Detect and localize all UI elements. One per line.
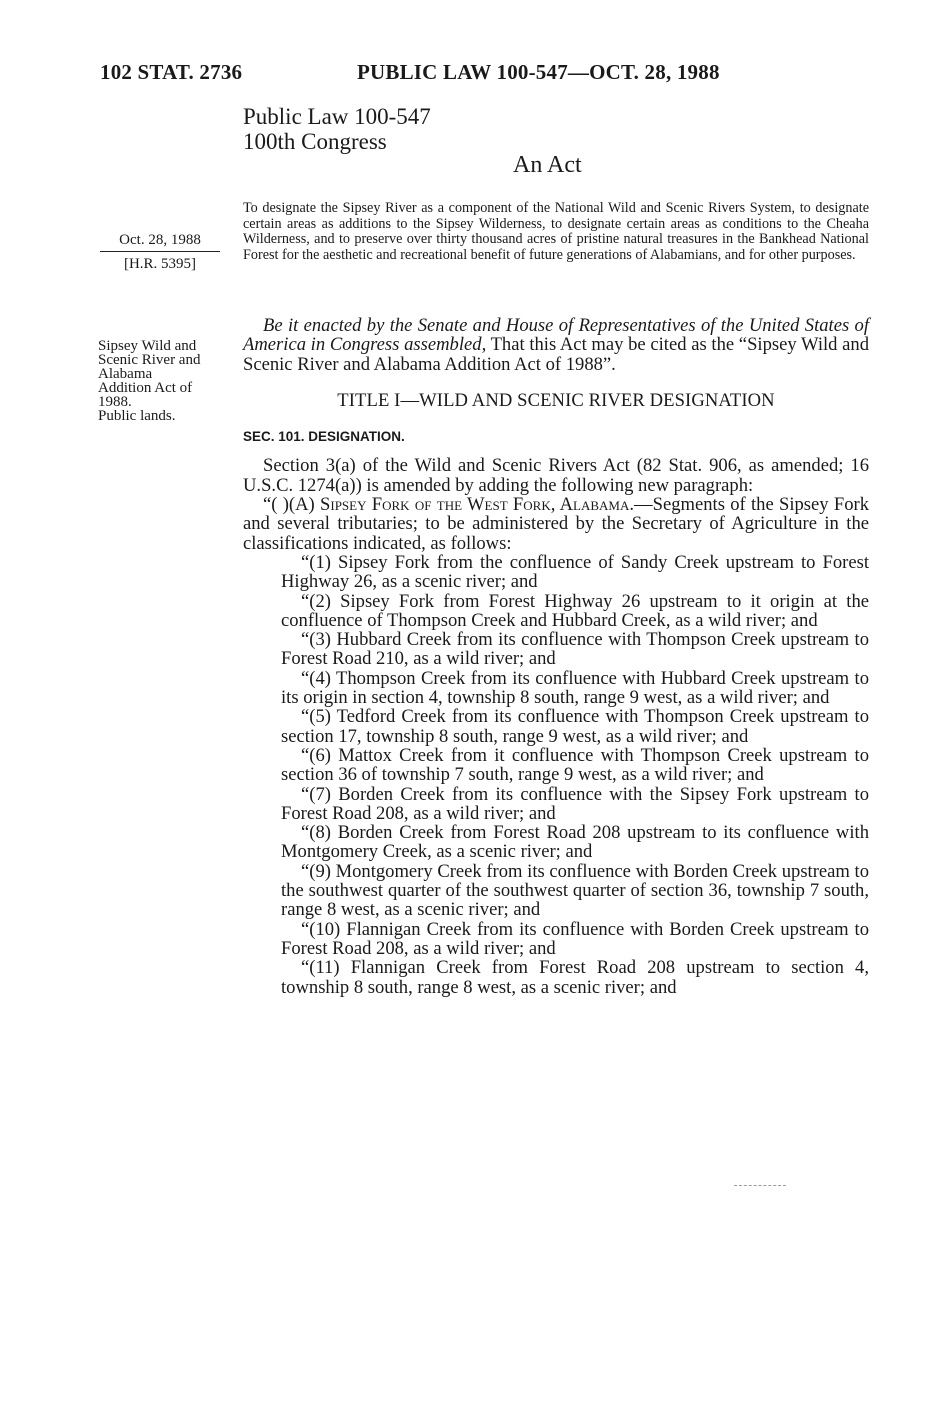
margin-note-line: Sipsey Wild and	[98, 338, 197, 354]
river-segment-item: “(7) Borden Creek from its confluence with the Sipsey Fork upstream to Forest Road 208, as a wild river; and	[281, 783, 869, 824]
river-segment-item: “(3) Hubbard Creek from its confluence with Thompson Creek upstream to Forest Road 210, as a wild river; and	[281, 629, 869, 670]
purpose-statement: To designate the Sipsey River as a component of the National Wild and Scenic Rivers System, to designate certain areas as additions to the Sipsey Wilderness, to designate certain areas as conditions to the Cheaha Wilderness, and to preserve over thirty thousand acres of pristine natural treasures in the Bankhead National Forest for the aesthetic and recreational benefit of future generations of Alabamians, and for other purposes.	[243, 200, 869, 264]
river-segment-item: “(9) Montgomery Creek from its confluence with Borden Creek upstream to the southwest quarter of the southwest quarter of section 36, township 7 south, range 8 west, as a scenic river; and	[281, 860, 869, 921]
paragraph-text: —Segments of the Sipsey Fork and several tributaries; to be administered by the Secretary of Agriculture in the classifications indicated, as follows:	[243, 494, 869, 554]
margin-notes	[98, 339, 233, 423]
margin-date-block	[100, 230, 220, 274]
margin-note-line: Alabama	[98, 366, 153, 382]
river-segment-item: “(1) Sipsey Fork from the confluence of Sandy Creek upstream to Forest Highway 26, as a scenic river; and	[281, 551, 869, 593]
paragraph-prefix: “( )(A)	[263, 494, 321, 516]
river-segment-item: “(4) Thompson Creek from its confluence with Hubbard Creek upstream to its origin in section 4, township 8 south, range 9 west, as a wild river; and	[281, 667, 869, 709]
enacting-clause: Be it enacted by the Senate and House of Representatives of the United States of America in Congress assembled,	[243, 315, 869, 356]
act-heading: An Act	[513, 152, 582, 178]
river-segment-item: “(8) Borden Creek from Forest Road 208 upstream to its confluence with Montgomery Creek, as a scenic river; and	[281, 822, 869, 863]
congress: 100th Congress	[243, 129, 387, 154]
margin-note-line: 1988.	[98, 394, 132, 410]
main-text	[243, 316, 869, 997]
section-heading: SEC. 101. DESIGNATION.	[243, 429, 405, 445]
title-heading: TITLE I—WILD AND SCENIC RIVER DESIGNATION	[337, 389, 775, 411]
river-segment-item: “(2) Sipsey Fork from Forest Highway 26 upstream to it origin at the confluence of Thompson Creek and Hubbard Creek, as a wild river; and	[281, 590, 869, 631]
running-title: PUBLIC LAW 100-547—OCT. 28, 1988	[357, 60, 720, 84]
river-segment-item: “(10) Flannigan Creek from its confluence with Borden Creek upstream to Forest Road 208, as a wild river; and	[281, 918, 869, 959]
margin-note-line: Addition Act of	[98, 380, 193, 396]
section-intro: Section 3(a) of the Wild and Scenic Rivers Act (82 Stat. 906, as amended; 16 U.S.C. 1274(a)) is amended by adding the following new paragraph:	[243, 455, 869, 496]
river-segment-item: “(5) Tedford Creek from its confluence with Thompson Creek upstream to section 17, township 8 south, range 9 west, as a wild river; and	[281, 706, 869, 747]
enacting-paragraph	[243, 316, 869, 374]
amendment-paragraph	[243, 495, 869, 553]
margin-bill-number: [H.R. 5395]	[123, 256, 197, 272]
margin-date: Oct. 28, 1988	[100, 230, 220, 252]
stat-page-number: 102 STAT. 2736	[100, 60, 243, 84]
river-segment-item: “(6) Mattox Creek from it confluence with Thompson Creek upstream to section 36 of township 7 south, range 9 west, as a wild river; and	[281, 744, 869, 786]
river-segment-item: “(11) Flannigan Creek from Forest Road 208 upstream to section 4, township 8 south, range 8 west, as a scenic river; and	[281, 957, 869, 998]
law-number: Public Law 100-547	[243, 104, 431, 129]
short-title-text: That this Act may be cited as the “Sipsey Wild and Scenic River and Alabama Addition Act of 1988”.	[243, 334, 869, 375]
paragraph-caption: Sipsey Fork of the West Fork, Alabama.	[320, 494, 635, 516]
stray-mark	[734, 1185, 786, 1186]
margin-note-line: Scenic River and	[98, 352, 201, 368]
law-title-block	[243, 104, 431, 154]
margin-note-line: Public lands.	[98, 408, 176, 424]
